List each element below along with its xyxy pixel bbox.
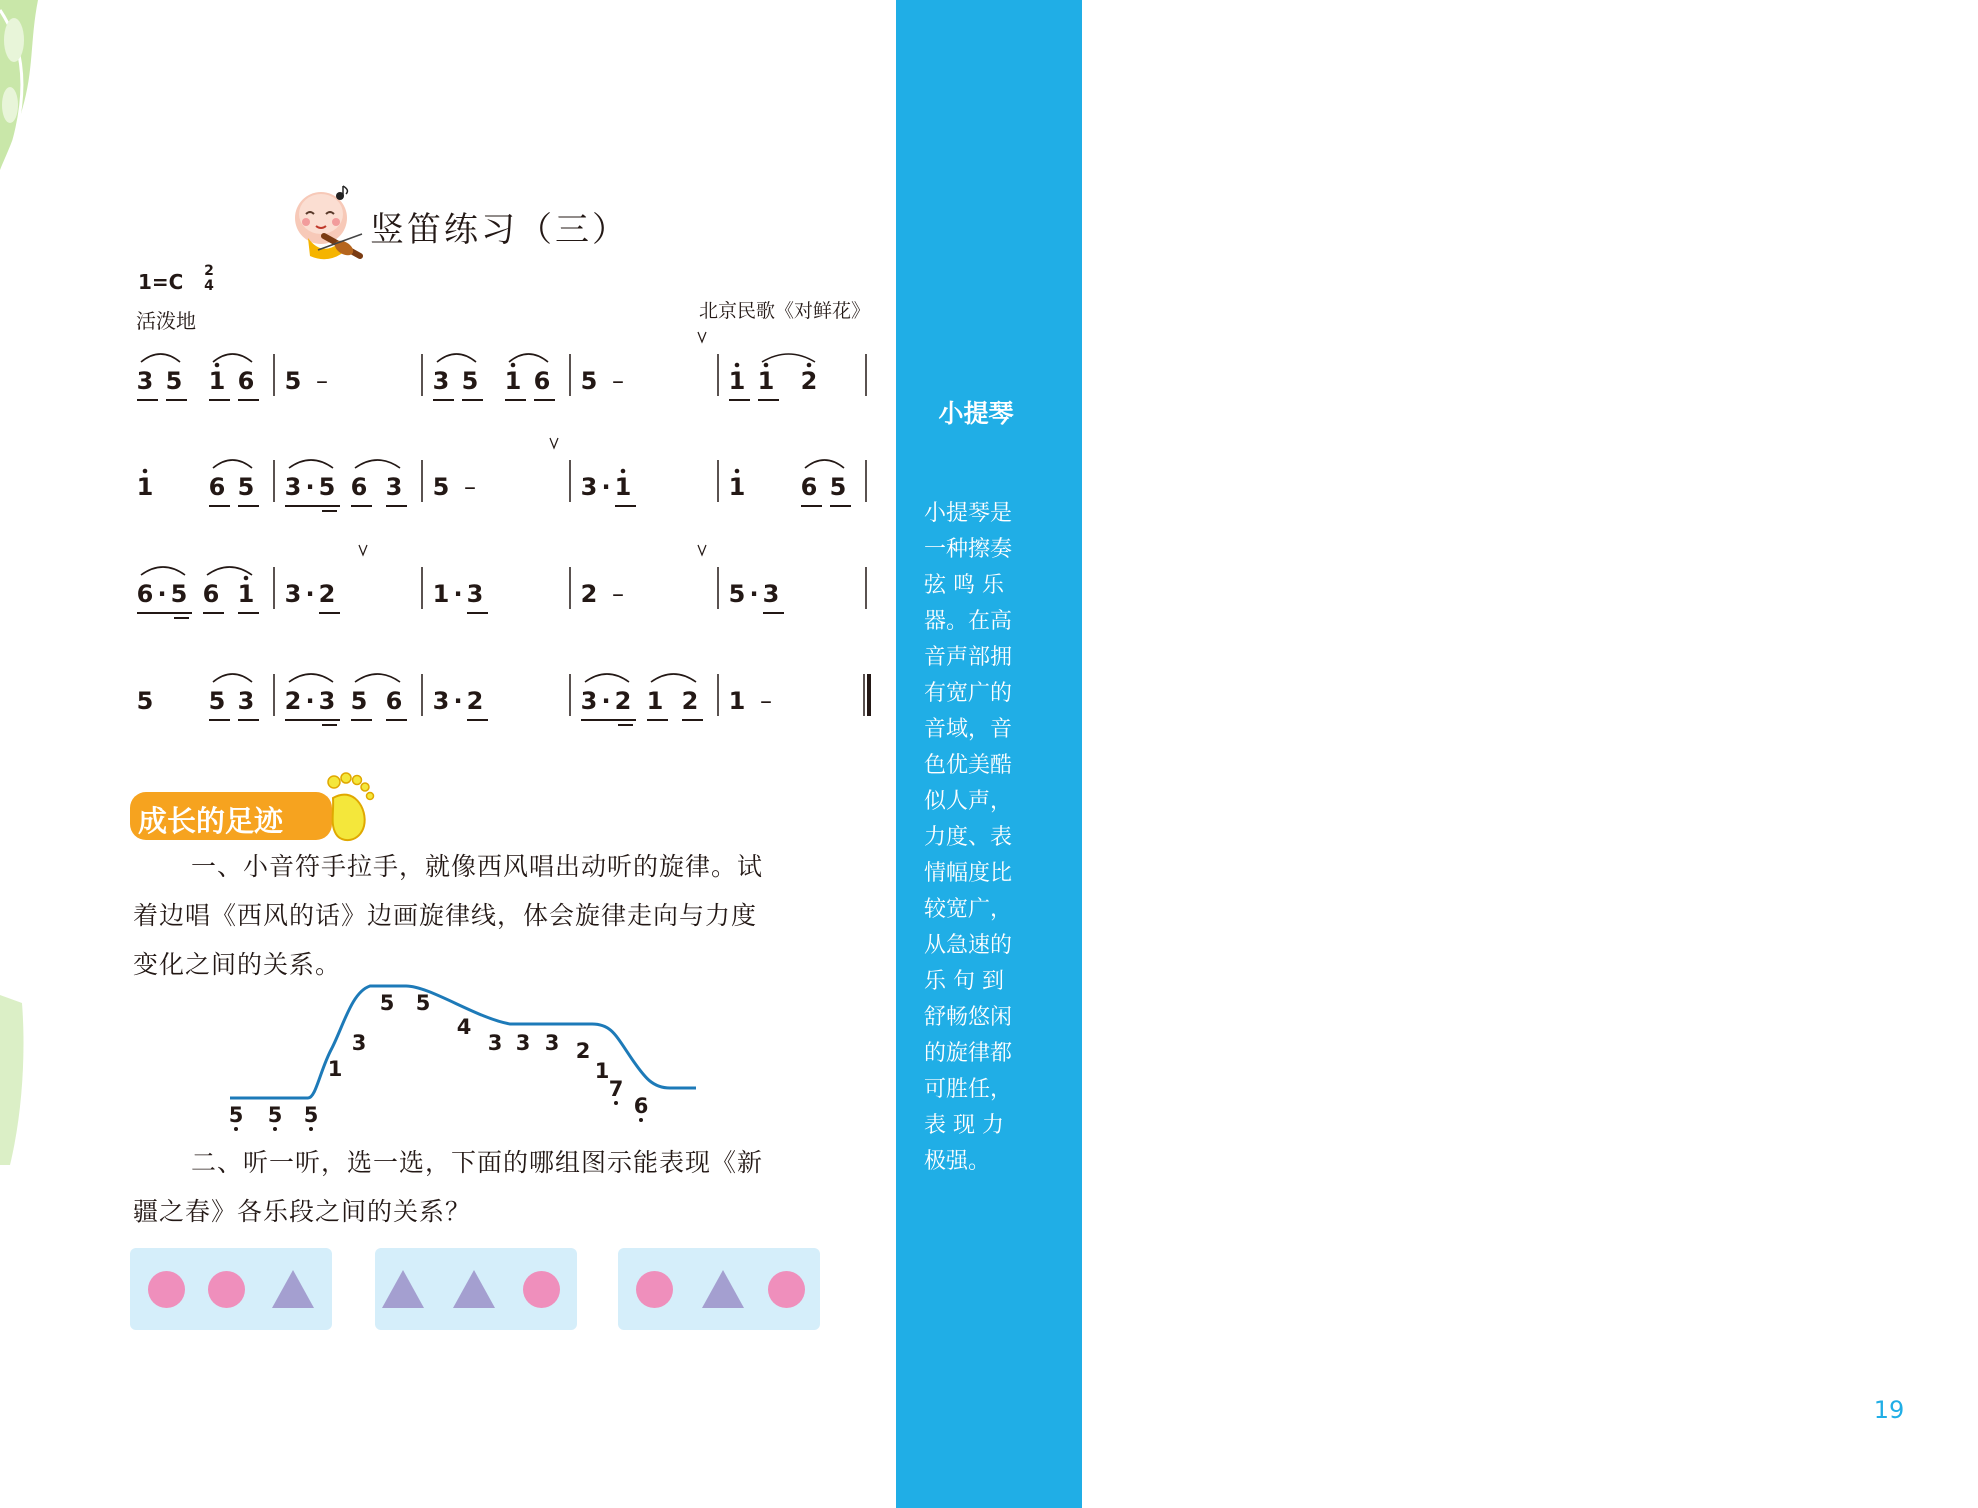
score-dot: · [305, 580, 315, 608]
question-2-line: 二、听一听，选一选，下面的哪组图示能表现《新 [191, 1148, 764, 1177]
score-note: 2 [800, 367, 818, 395]
score-note: 3 [580, 473, 598, 501]
score-dot: · [601, 687, 611, 715]
score-line [130, 660, 890, 740]
melody-note: 5 [379, 991, 395, 1015]
score-note: 5 [318, 473, 336, 501]
page-number-tab [1846, 1390, 1978, 1434]
sidebar-text-line: 似人声， [924, 789, 1013, 814]
question-1-line: 变化之间的关系。 [133, 950, 342, 979]
question-2 [133, 1138, 833, 1236]
score-note: 1 [728, 367, 746, 395]
score-note: 3 [318, 687, 336, 715]
score-dash: – [464, 473, 476, 501]
score-note: 3 [284, 580, 302, 608]
score-note: 5 [208, 687, 226, 715]
triangle-icon [453, 1270, 495, 1308]
score-note: 5 [461, 367, 479, 395]
melody-note: 3 [515, 1031, 531, 1055]
sidebar-text-line: 极强。 [924, 1149, 991, 1174]
score-note: 2 [580, 580, 598, 608]
melody-note: 3 [487, 1031, 503, 1055]
question-1-line: 着边唱《西风的话》边画旋律线，体会旋律走向与力度 [133, 901, 758, 930]
answer-options [130, 1248, 830, 1330]
score-note: 1 [757, 367, 775, 395]
score-note: 5 [432, 473, 450, 501]
circle-icon [208, 1271, 245, 1308]
score-note: 1 [646, 687, 664, 715]
sidebar-text-line: 较宽广， [924, 897, 1013, 922]
score-note: 1 [614, 473, 632, 501]
score-note: 1 [237, 580, 255, 608]
sidebar-text-line: 有宽广的 [924, 681, 1013, 706]
score-note: 3 [466, 580, 484, 608]
sidebar-text-line: 力度、表 [924, 825, 1013, 850]
sidebar-text-line: 音声部拥 [924, 645, 1013, 670]
melody-note: 1 [327, 1057, 343, 1081]
score-note: 1 [504, 367, 522, 395]
score-note: 5 [284, 367, 302, 395]
score-note: 6 [202, 580, 220, 608]
tempo-marking: 活泼地 [136, 309, 196, 333]
score-note: 5 [237, 473, 255, 501]
score-note: 2 [318, 580, 336, 608]
score-note: 3 [237, 687, 255, 715]
score-note: 3 [580, 687, 598, 715]
circle-icon [148, 1271, 185, 1308]
song-source: 北京民歌《对鲜花》 [698, 300, 870, 322]
score-note: 1 [136, 473, 154, 501]
sidebar-text-line: 的旋律都 [924, 1041, 1013, 1066]
triangle-icon [382, 1270, 424, 1308]
melody-note: 7 [608, 1077, 624, 1101]
score-dash: – [760, 687, 772, 715]
sidebar-panel [896, 0, 1905, 1508]
score-barlines [130, 446, 890, 526]
option-3-box[interactable] [618, 1248, 820, 1330]
melody-note: 6 [633, 1094, 649, 1118]
score-line [130, 553, 890, 633]
key-signature [138, 270, 183, 294]
score-note: 2 [614, 687, 632, 715]
melody-note: 3 [544, 1031, 560, 1055]
score-note: 6 [136, 580, 154, 608]
melody-note: 2 [575, 1039, 591, 1063]
score-dot: · [453, 580, 463, 608]
score-dot: · [305, 687, 315, 715]
score-note: 5 [580, 367, 598, 395]
leaf-decoration [0, 995, 26, 1165]
question-1-line: 一、小音符手拉手，就像西风唱出动听的旋律。试 [191, 852, 764, 881]
triangle-icon [702, 1270, 744, 1308]
question-2-line: 疆之春》各乐段之间的关系？ [133, 1197, 472, 1226]
score-dot: · [749, 580, 759, 608]
violin-baby-icon [288, 186, 366, 264]
score-note: 6 [385, 687, 403, 715]
melody-note: 1 [594, 1059, 610, 1083]
option-1-box[interactable] [130, 1248, 332, 1330]
score-note: 3 [385, 473, 403, 501]
sidebar-text-line: 舒畅悠闲 [924, 1005, 1013, 1030]
sidebar-title: 小提琴 [938, 399, 1014, 428]
score-note: 6 [350, 473, 368, 501]
time-signature [200, 264, 218, 294]
sidebar-text-line: 可胜任， [924, 1077, 1013, 1102]
melody-note: 5 [415, 991, 431, 1015]
melody-note: 5 [267, 1103, 283, 1127]
score-dot: · [305, 473, 315, 501]
page-title: 竖笛练习（三） [370, 210, 629, 250]
meter-bottom: 4 [204, 278, 214, 294]
score-note: 6 [800, 473, 818, 501]
score-line [130, 446, 890, 526]
score-note: 5 [350, 687, 368, 715]
sidebar-text-line: 色优美酷 [924, 753, 1013, 778]
score-note: 3 [432, 367, 450, 395]
sidebar-text-line: 情幅度比 [924, 861, 1013, 886]
page-number: 19 [1873, 1396, 1905, 1424]
circle-icon [768, 1271, 805, 1308]
score-note: 1 [728, 473, 746, 501]
score-note: 3 [432, 687, 450, 715]
score-note: 6 [237, 367, 255, 395]
sidebar-text-line: 一种擦奏 [924, 537, 1013, 562]
score-dash: – [316, 367, 328, 395]
score-note: 3 [762, 580, 780, 608]
sidebar-text-line: 表 现 力 [924, 1113, 1004, 1138]
option-2-box[interactable] [375, 1248, 577, 1330]
sidebar-text-line: 音域，音 [924, 717, 1013, 742]
circle-icon [523, 1271, 560, 1308]
score-note: 5 [165, 367, 183, 395]
score-note: 6 [533, 367, 551, 395]
score-note: 5 [728, 580, 746, 608]
score-dash: – [612, 367, 624, 395]
score-note: 3 [136, 367, 154, 395]
score-barlines [130, 553, 890, 633]
score-note: 1 [432, 580, 450, 608]
score-note: 5 [136, 687, 154, 715]
melody-line-diagram [220, 980, 710, 1130]
melody-note: 5 [228, 1103, 244, 1127]
score-note: 2 [466, 687, 484, 715]
score-dot: · [601, 473, 611, 501]
melody-note: 4 [456, 1015, 472, 1039]
sidebar-description [924, 496, 1028, 1180]
meter-top: 2 [204, 263, 214, 279]
sidebar-text-line: 弦 鸣 乐 [924, 573, 1004, 598]
score-note: 5 [170, 580, 188, 608]
score-dot: · [157, 580, 167, 608]
score-note: 2 [284, 687, 302, 715]
question-1 [133, 842, 833, 989]
score-dash: – [612, 580, 624, 608]
score-dot: · [453, 687, 463, 715]
triangle-icon [272, 1270, 314, 1308]
score-note: 5 [829, 473, 847, 501]
score-line [130, 340, 890, 420]
sidebar-text-line: 从急速的 [924, 933, 1013, 958]
sidebar-text-line: 乐 句 到 [924, 969, 1004, 994]
leaf-decoration [0, 0, 44, 170]
sidebar-text-line: 器。在高 [924, 609, 1013, 634]
score-note: 2 [681, 687, 699, 715]
score-barlines [130, 660, 890, 740]
score-note: 1 [208, 367, 226, 395]
score-note: 3 [284, 473, 302, 501]
score-note: 6 [208, 473, 226, 501]
melody-note: 5 [303, 1103, 319, 1127]
score-barlines [130, 340, 890, 420]
key-label: 1=C [138, 270, 184, 294]
melody-note: 3 [351, 1031, 367, 1055]
score-note: 1 [728, 687, 746, 715]
sidebar-text-line: 小提琴是 [924, 501, 1013, 526]
circle-icon [636, 1271, 673, 1308]
growth-section-label: 成长的足迹 [138, 804, 284, 838]
